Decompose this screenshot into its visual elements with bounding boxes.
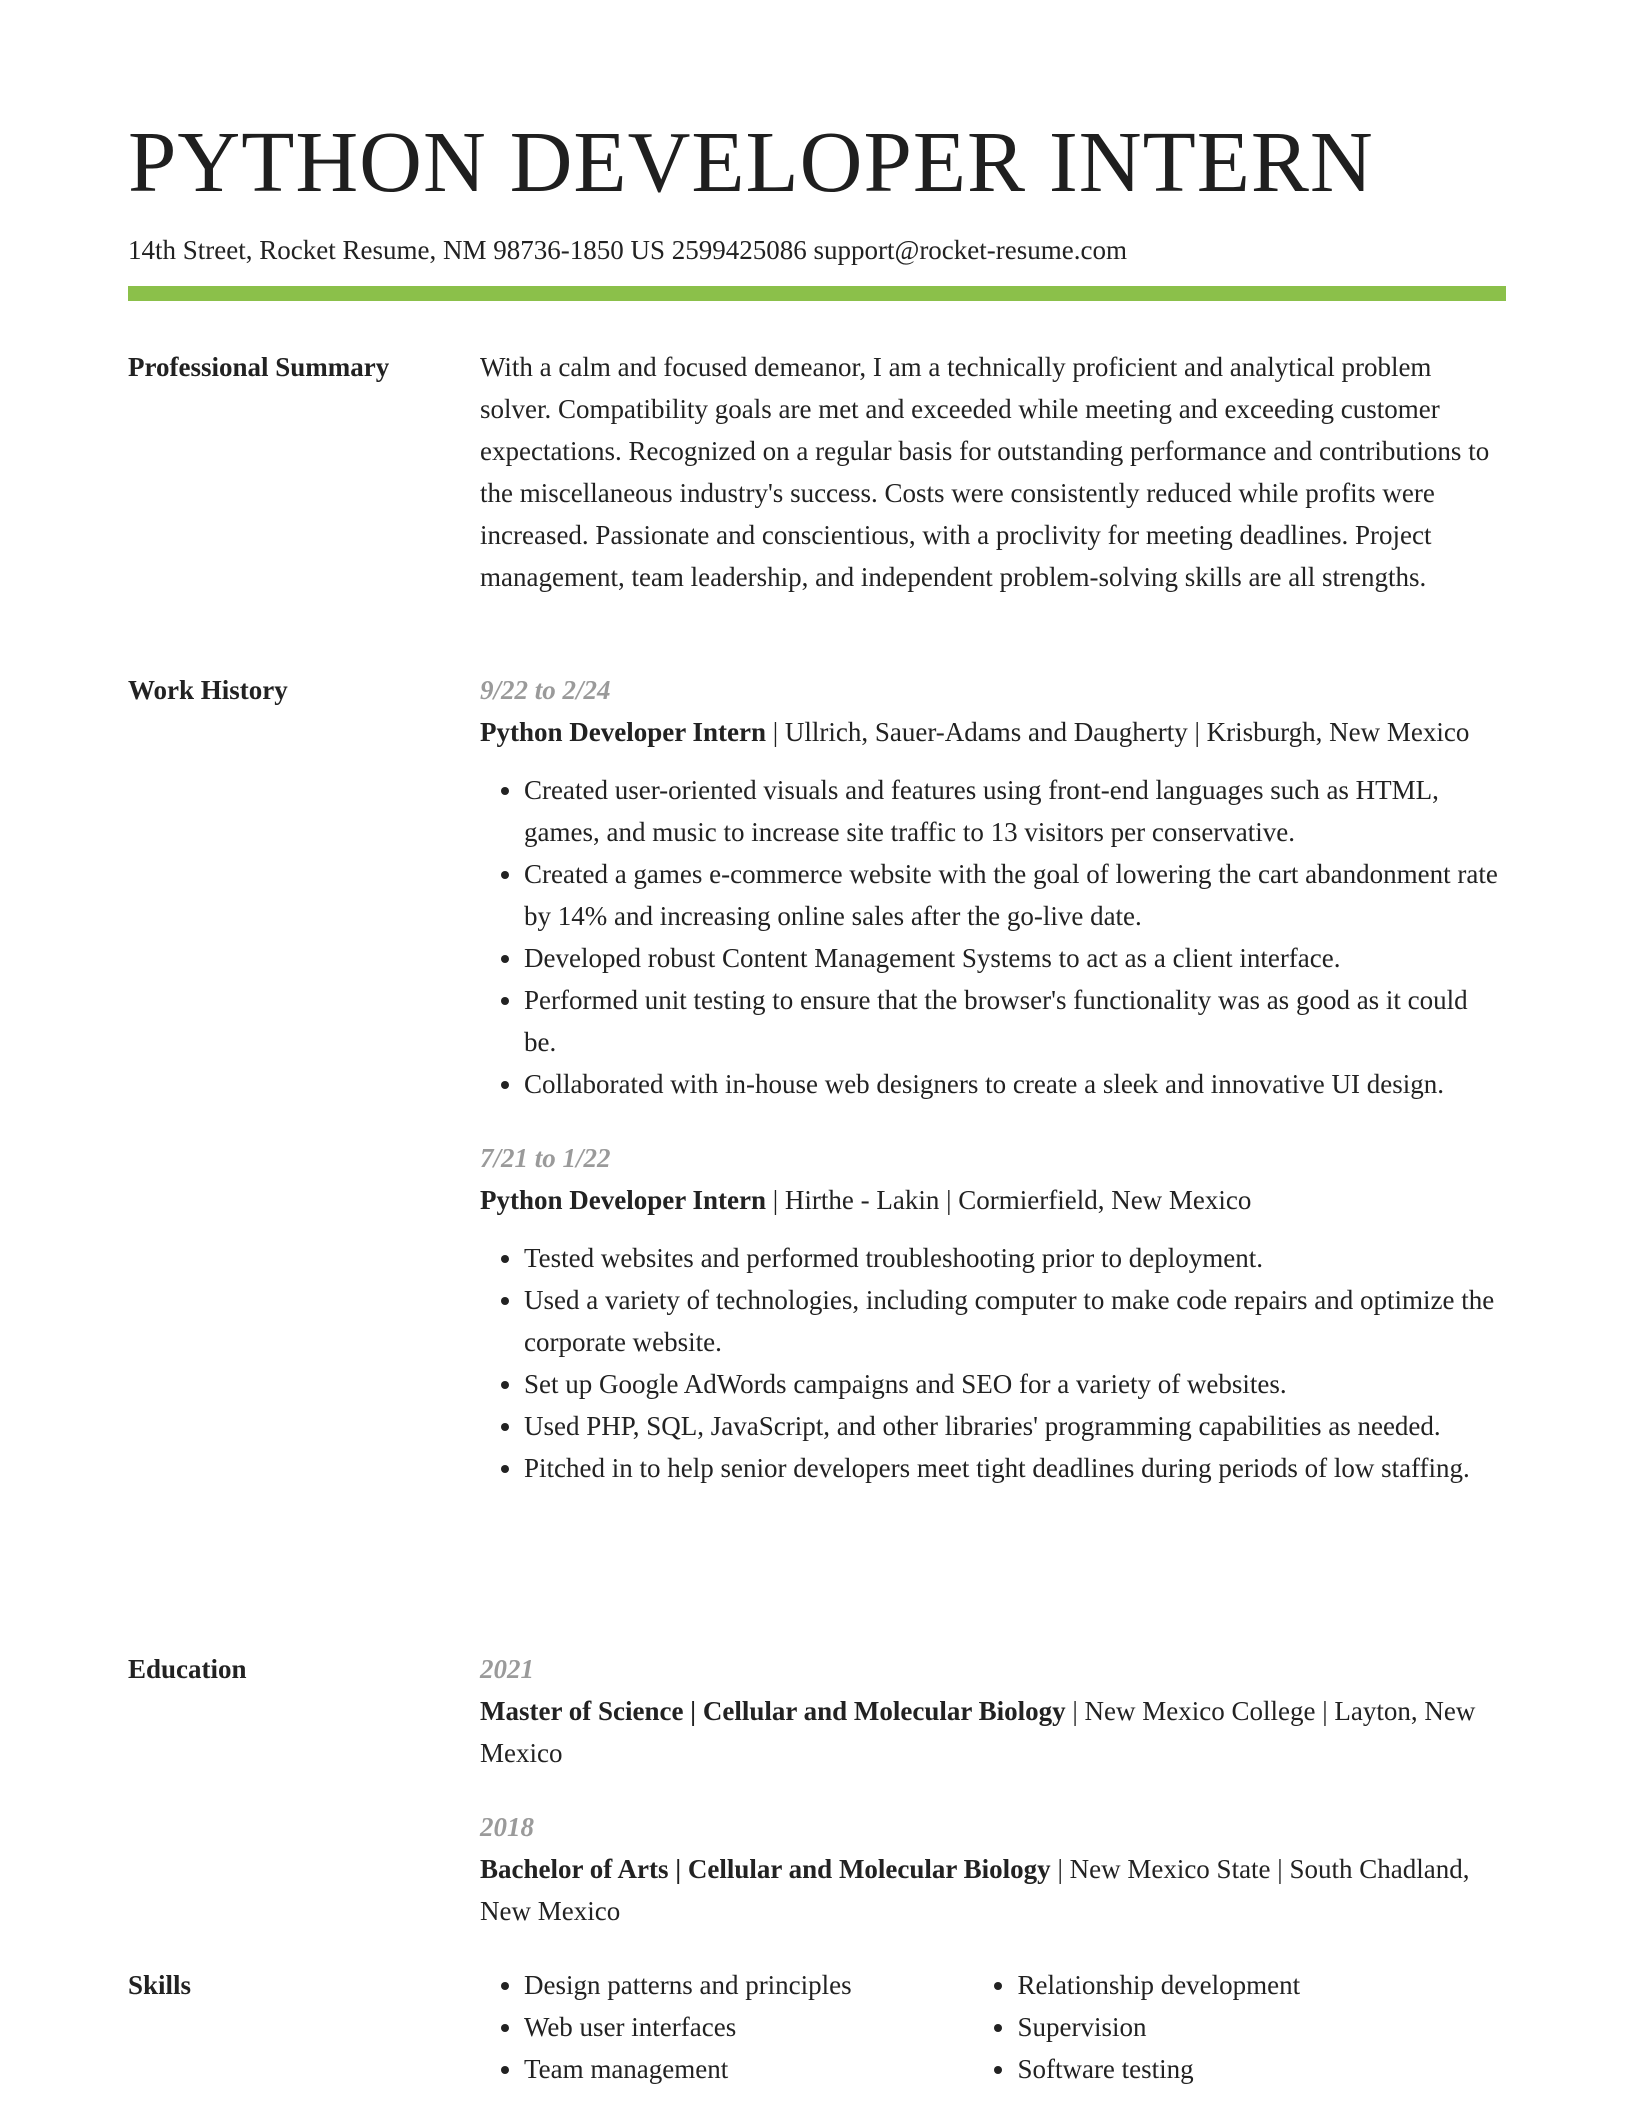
education-headline — [480, 1690, 1506, 1774]
skill-item: • Supervision — [1017, 2006, 1506, 2048]
section-heading-work-history: Work History — [128, 675, 288, 705]
contact-line: 14th Street, Rocket Resume, NM 98736-1850 US 2599425086 support@rocket-resume.com — [128, 235, 1127, 265]
job-headline — [480, 1179, 1506, 1221]
education-entry — [480, 1648, 1506, 1774]
job-bullet: • Created user-oriented visuals and features using front-end languages such as HTML, games, and music to increase site traffic to 13 visitors per conservative. — [524, 769, 1506, 853]
job-title: Python Developer Intern — [480, 1185, 766, 1215]
skills-list-right — [973, 1964, 1506, 2090]
school-location: | New Mexico College | Layton, New Mexico — [480, 1696, 1476, 1768]
job-bullet: • Pitched in to help senior developers meet tight deadlines during periods of low staffing. — [524, 1447, 1506, 1489]
skills-list-left — [480, 1964, 973, 2090]
resume-name-title: PYTHON DEVELOPER INTERN — [128, 113, 1374, 210]
job-entry — [480, 669, 1506, 1105]
job-headline — [480, 711, 1506, 753]
skill-item: • Web user interfaces — [524, 2006, 973, 2048]
summary-text: With a calm and focused demeanor, I am a technically proficient and analytical problem solver. Compatibility goals are met and exceeded while meeting and exceeding customer expectations. Recognized on a regular basis for outstanding performance and contributions to the miscellaneous industry's success. Costs were consistently reduced while profits were increased. Passionate and conscientious, with a proclivity for meeting deadlines. Project management, team leadership, and independent problem-solving skills are all strengths. — [480, 352, 1490, 592]
section-heading-skills: Skills — [128, 1970, 192, 2000]
section-heading-education: Education — [128, 1654, 247, 1684]
job-bullet-list — [480, 769, 1506, 1105]
education-date: 2021 — [480, 1654, 534, 1684]
job-company-location: | Ullrich, Sauer-Adams and Daugherty | Krisburgh, New Mexico — [765, 717, 1470, 747]
job-company-location: | Hirthe - Lakin | Cormierfield, New Mexico — [765, 1185, 1252, 1215]
skill-item: • Software testing — [1017, 2048, 1506, 2090]
job-bullet-list — [480, 1237, 1506, 1489]
degree-title: Bachelor of Arts | Cellular and Molecular Biology — [480, 1854, 1051, 1884]
job-bullet: • Developed robust Content Management Systems to act as a client interface. — [524, 937, 1506, 979]
accent-divider — [128, 286, 1506, 301]
section-heading-summary: Professional Summary — [128, 352, 390, 382]
skill-item: • Design patterns and principles — [524, 1964, 973, 2006]
degree-title: Master of Science | Cellular and Molecular Biology — [480, 1696, 1066, 1726]
job-bullet: • Used a variety of technologies, including computer to make code repairs and optimize the corporate website. — [524, 1279, 1506, 1363]
job-date: 7/21 to 1/22 — [480, 1143, 611, 1173]
education-entry — [480, 1806, 1506, 1932]
education-date: 2018 — [480, 1812, 534, 1842]
skill-item: • Relationship development — [1017, 1964, 1506, 2006]
job-entry — [480, 1137, 1506, 1489]
education-headline — [480, 1848, 1506, 1932]
school-location: | New Mexico State | South Chadland, New Mexico — [480, 1854, 1470, 1926]
job-bullet: • Collaborated with in-house web designers to create a sleek and innovative UI design. — [524, 1063, 1506, 1105]
job-title: Python Developer Intern — [480, 717, 766, 747]
job-bullet: • Used PHP, SQL, JavaScript, and other libraries' programming capabilities as needed. — [524, 1405, 1506, 1447]
skills-columns — [480, 1964, 1506, 2090]
job-bullet: • Performed unit testing to ensure that the browser's functionality was as good as it could be. — [524, 979, 1506, 1063]
job-bullet: • Tested websites and performed troubleshooting prior to deployment. — [524, 1237, 1506, 1279]
job-bullet: • Created a games e-commerce website with the goal of lowering the cart abandonment rate by 14% and increasing online sales after the go-live date. — [524, 853, 1506, 937]
job-date: 9/22 to 2/24 — [480, 675, 611, 705]
skill-item: • Team management — [524, 2048, 973, 2090]
job-bullet: • Set up Google AdWords campaigns and SEO for a variety of websites. — [524, 1363, 1506, 1405]
